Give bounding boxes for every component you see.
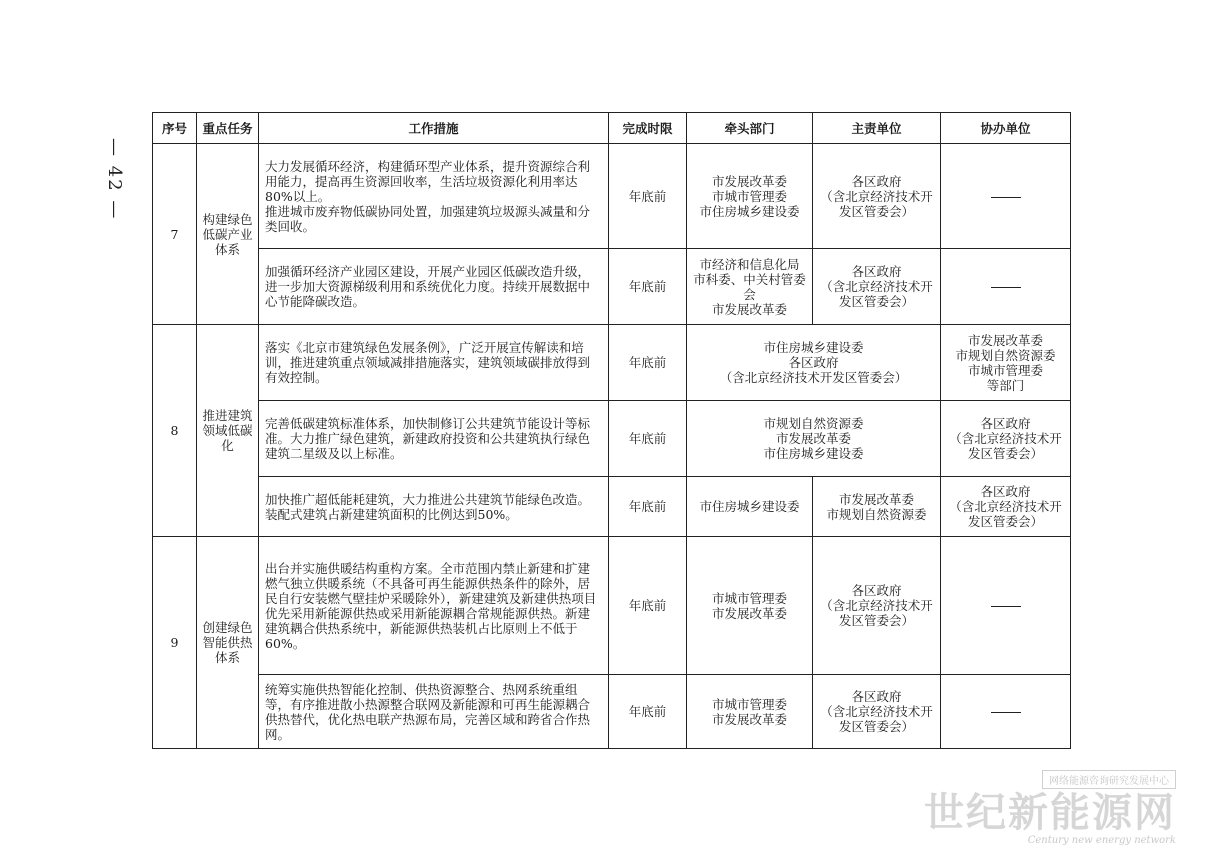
cell-line: 市发展改革委 [775,431,851,446]
table-header-row [153,113,1071,144]
table-row [153,401,1071,477]
assist-unit-cell [941,325,1071,401]
main-unit-cell [813,675,941,749]
cell-line: 市发展改革委 [967,332,1043,348]
measures-cell [259,325,609,401]
cell-line: 市发展改革委 [711,605,787,621]
measures-cell [259,675,609,749]
lead-dept-cell [687,675,813,749]
header-main-unit: 主责单位 [813,113,941,144]
cell-line: 市城市管理委 [967,362,1043,378]
lead-main-merged-cell [687,401,941,477]
cell-line: 市住房城乡建设委 [699,499,800,514]
policy-table-wrapper [152,112,1070,749]
header-no: 序号 [153,113,197,144]
page-number: — 42 — [104,138,125,221]
lead-dept-cell [687,477,813,537]
cell-line: （含北京经济技术开发区管委会） [719,370,908,385]
header-assist-unit: 协办单位 [941,113,1071,144]
main-unit-cell [813,249,941,325]
lead-dept-cell [687,144,813,249]
deadline-cell: 年底前 [609,675,687,749]
main-unit-cell [813,537,941,675]
cell-line: （含北京经济技术开发区管委会） [949,499,1062,529]
row-number: 7 [153,144,197,325]
measures-cell [259,401,609,477]
assist-unit-cell [941,477,1071,537]
dash-mark [991,197,1021,198]
table-row [153,675,1071,749]
watermark-tag: 网络能源咨询研究发展中心 [1042,770,1176,789]
deadline-cell: 年底前 [609,537,687,675]
table-row [153,144,1071,249]
cell-line: （含北京经济技术开发区管委会） [820,188,933,219]
cell-line: 各区政府 [980,484,1031,499]
cell-line: 市住房城乡建设委 [763,340,864,355]
cell-line: （含北京经济技术开发区管委会） [820,279,933,309]
cell-line: 市经济和信息化局 [699,256,800,272]
watermark-title: 世纪新能源网 [924,790,1176,836]
lead-dept-cell [687,249,813,325]
measures-cell [259,537,609,675]
deadline-cell: 年底前 [609,249,687,325]
task-name: 推进建筑领域低碳化 [197,325,259,537]
table-row [153,249,1071,325]
dash-mark [991,606,1021,607]
cell-line: 等部门 [986,377,1025,393]
dash-mark [991,287,1021,288]
table-row [153,477,1071,537]
deadline-cell: 年底前 [609,401,687,477]
row-number: 9 [153,537,197,749]
policy-table [152,112,1071,749]
main-unit-cell [813,144,941,249]
cell-line: 加强循环经济产业园区建设，开展产业园区低碳改造升级，进一步加大资源梯级利用和系统优化力度。持续开展数据中心节能降碳改造。 [265,264,591,309]
task-name: 构建绿色低碳产业体系 [197,144,259,325]
measures-cell [259,144,609,249]
cell-line: 各区政府 [980,416,1031,431]
table-row [153,325,1071,401]
task-name: 创建绿色智能供热体系 [197,537,259,749]
cell-line: 市发展改革委 [711,173,787,189]
cell-line: 市城市管理委 [711,188,787,204]
row-number: 8 [153,325,197,537]
cell-line: 各区政府 [851,689,902,704]
cell-line: 各区政府 [851,264,902,279]
cell-line: 各区政府 [788,355,839,370]
cell-line: 市科委、中关村管委会 [693,271,806,302]
cell-line: 市规划自然资源委 [826,506,927,522]
cell-line: 完善低碳建筑标准体系，加快制修订公共建筑节能设计等标准。大力推广绿色建筑，新建政府投资和公共建筑执行绿色建筑二星级及以上标准。 [265,416,591,461]
header-lead-dept: 牵头部门 [687,113,813,144]
measures-cell [259,477,609,537]
table-row [153,537,1071,675]
cell-line: 市住房城乡建设委 [763,446,864,461]
assist-unit-cell [941,249,1071,325]
header-task: 重点任务 [197,113,259,144]
cell-line: （含北京经济技术开发区管委会） [820,598,933,628]
lead-main-merged-cell [687,325,941,401]
deadline-cell: 年底前 [609,144,687,249]
assist-unit-cell [941,537,1071,675]
lead-dept-cell [687,537,813,675]
header-measures: 工作措施 [259,113,609,144]
cell-line: （含北京经济技术开发区管委会） [820,704,933,734]
cell-line: 市发展改革委 [711,301,787,317]
watermark-subtitle: Century new energy network [1027,835,1176,846]
measures-cell [259,249,609,325]
cell-line: 市规划自然资源委 [955,347,1056,363]
cell-line: （含北京经济技术开发区管委会） [949,431,1062,461]
cell-line: 市住房城乡建设委 [699,203,800,219]
cell-line: 市发展改革委 [711,711,787,727]
cell-line: 落实《北京市建筑绿色发展条例》，广泛开展宣传解读和培训，推进建筑重点领域减排措施落实，建筑领域碳排放得到有效控制。 [265,340,591,385]
cell-line: 市城市管理委 [711,590,787,606]
cell-line: 大力发展循环经济，构建循环型产业体系，提升资源综合利用能力，提高再生资源回收率，生活垃圾资源化利用率达80%以上。 [265,158,591,204]
cell-line: 各区政府 [851,583,902,598]
assist-unit-cell [941,675,1071,749]
assist-unit-cell [941,401,1071,477]
deadline-cell: 年底前 [609,477,687,537]
cell-line: 统筹实施供热智能化控制、供热资源整合、热网系统重组等，有序推进散小热源整合联网及新能源和可再生能源耦合供热替代，优化热电联产热源布局，完善区域和跨省合作热网。 [265,681,591,742]
watermark-logo [924,769,1176,846]
cell-line: 市规划自然资源委 [763,416,864,431]
cell-line: 市发展改革委 [838,491,914,507]
cell-line: 各区政府 [851,173,902,189]
cell-line: 推进城市废弃物低碳协同处置，加强建筑垃圾源头减量和分类回收。 [265,203,591,234]
cell-line: 市城市管理委 [711,696,787,712]
cell-line: 加快推广超低能耗建筑，大力推进公共建筑节能绿色改造。装配式建筑占新建建筑面积的比例达到50%。 [265,491,591,522]
cell-line: 出台并实施供暖结构重构方案。全市范围内禁止新建和扩建燃气独立供暖系统（不具备可再生能源供热条件的除外，居民自行安装燃气壁挂炉采暖除外），新建建筑及新建供热项目优先采用新能源供热或采用新能源耦合常规能源供热。新建建筑耦合供热系统中，新能源供热装机占比原则上不低于60%。 [265,560,597,651]
assist-unit-cell [941,144,1071,249]
dash-mark [991,712,1021,713]
main-unit-cell [813,477,941,537]
deadline-cell: 年底前 [609,325,687,401]
header-deadline: 完成时限 [609,113,687,144]
